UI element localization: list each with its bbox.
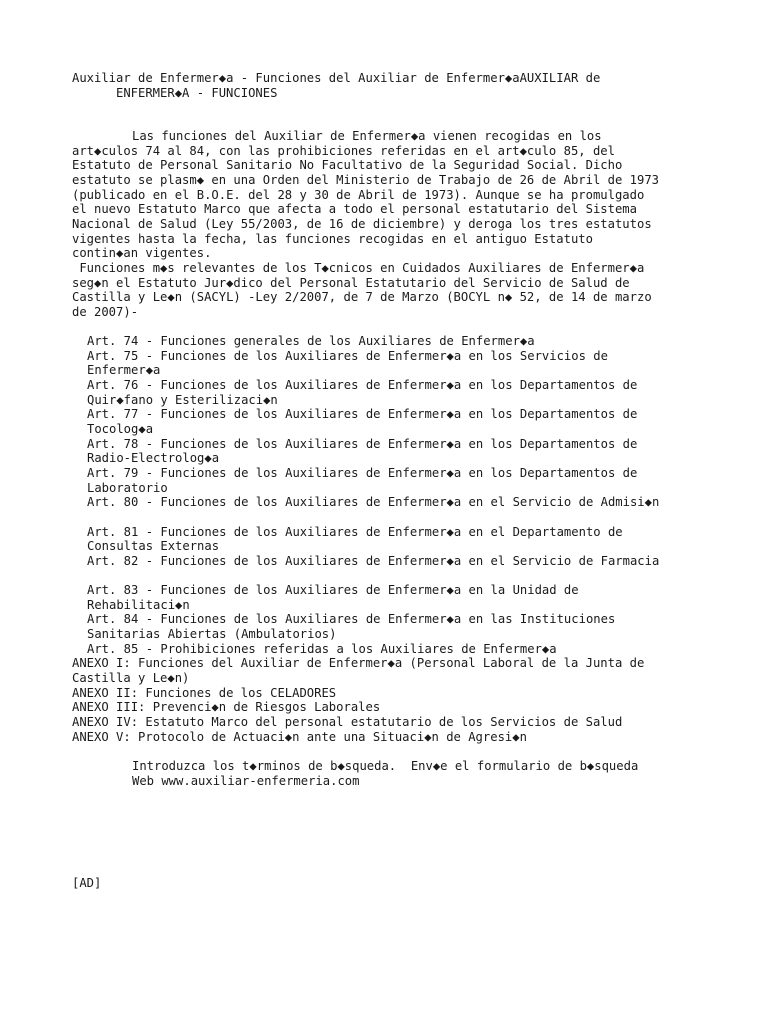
annex-link-4[interactable]: ANEXO IV: Estatuto Marco del personal estatutario de los Servicios de Salud — [72, 715, 623, 729]
article-link-76-cont[interactable]: Quir◆fano y Esterilizaci◆n — [87, 393, 278, 407]
annex-link-1-cont[interactable]: Castilla y Le◆n) — [72, 671, 190, 685]
article-link-77[interactable]: Art. 77 - Funciones de los Auxiliares de Enfermer◆a en los Departamentos de — [87, 407, 638, 421]
annex-link-3[interactable]: ANEXO III: Prevenci◆n de Riesgos Laborales — [72, 700, 381, 714]
article-link-75[interactable]: Art. 75 - Funciones de los Auxiliares de Enfermer◆a en los Servicios de — [87, 349, 608, 363]
intro-line: (publicado en el B.O.E. del 28 y 30 de Abril de 1973). Aunque se ha promulgado — [72, 188, 645, 202]
intro-line: estatuto se plasm◆ en una Orden del Ministerio de Trabajo de 26 de Abril de 1973 — [72, 173, 659, 187]
funciones-intro-line: de 2007)- — [72, 305, 139, 319]
intro-line: Nacional de Salud (Ley 55/2003, de 16 de diciembre) y deroga los tres estatutos — [72, 217, 652, 231]
annex-link-1[interactable]: ANEXO I: Funciones del Auxiliar de Enfermer◆a (Personal Laboral de la Junta de — [72, 656, 645, 670]
document-title-line-1: Auxiliar de Enfermer◆a - Funciones del Auxiliar de Enfermer◆aAUXILIAR de — [72, 71, 601, 85]
annex-link-2[interactable]: ANEXO II: Funciones de los CELADORES — [72, 686, 337, 700]
article-link-83[interactable]: Art. 83 - Funciones de los Auxiliares de Enfermer◆a en la Unidad de — [87, 583, 579, 597]
article-link-83-cont[interactable]: Rehabilitaci◆n — [87, 598, 190, 612]
article-link-77-cont[interactable]: Tocolog◆a — [87, 422, 154, 436]
article-link-74[interactable]: Art. 74 - Funciones generales de los Auxiliares de Enfermer◆a — [87, 334, 535, 348]
ad-placeholder[interactable]: [AD] — [72, 876, 102, 890]
intro-line: vigentes hasta la fecha, las funciones recogidas en el antiguo Estatuto — [72, 232, 593, 246]
article-link-75-cont[interactable]: Enfermer◆a — [87, 363, 161, 377]
intro-line: contin◆an vigentes. — [72, 246, 212, 260]
article-link-80[interactable]: Art. 80 - Funciones de los Auxiliares de Enfermer◆a en el Servicio de Admisi◆n — [87, 495, 660, 509]
article-link-79[interactable]: Art. 79 - Funciones de los Auxiliares de Enfermer◆a en los Departamentos de — [87, 466, 638, 480]
document-title-line-2: ENFERMER◆A - FUNCIONES — [116, 86, 278, 100]
search-prompt-line-1: Introduzca los t◆rminos de b◆squeda. Env◆e el formulario de b◆squeda — [132, 759, 639, 773]
article-link-79-cont[interactable]: Laboratorio — [87, 481, 168, 495]
article-link-76[interactable]: Art. 76 - Funciones de los Auxiliares de Enfermer◆a en los Departamentos de — [87, 378, 638, 392]
article-link-82[interactable]: Art. 82 - Funciones de los Auxiliares de Enfermer◆a en el Servicio de Farmacia — [87, 554, 660, 568]
funciones-intro-line: Castilla y Le◆n (SACYL) -Ley 2/2007, de 7 de Marzo (BOCYL n◆ 52, de 14 de marzo — [72, 290, 652, 304]
intro-line: el nuevo Estatuto Marco que afecta a todo el personal estatutario del Sistema — [72, 202, 637, 216]
funciones-intro-line: Funciones m◆s relevantes de los T◆cnicos en Cuidados Auxiliares de Enfermer◆a — [72, 261, 645, 275]
intro-line: Las funciones del Auxiliar de Enfermer◆a vienen recogidas en los — [132, 129, 602, 143]
intro-line: art◆culos 74 al 84, con las prohibiciones referidas en el art◆culo 85, del — [72, 144, 615, 158]
search-prompt-line-2[interactable]: Web www.auxiliar-enfermeria.com — [132, 774, 360, 788]
article-link-78-cont[interactable]: Radio-Electrolog◆a — [87, 451, 220, 465]
article-link-84-cont[interactable]: Sanitarias Abiertas (Ambulatorios) — [87, 627, 337, 641]
intro-line: Estatuto de Personal Sanitario No Facultativo de la Seguridad Social. Dicho — [72, 158, 623, 172]
article-link-81[interactable]: Art. 81 - Funciones de los Auxiliares de Enfermer◆a en el Departamento de — [87, 525, 623, 539]
article-link-81-cont[interactable]: Consultas Externas — [87, 539, 220, 553]
funciones-intro-line: seg◆n el Estatuto Jur◆dico del Personal Estatutario del Servicio de Salud de — [72, 276, 630, 290]
article-link-78[interactable]: Art. 78 - Funciones de los Auxiliares de Enfermer◆a en los Departamentos de — [87, 437, 638, 451]
article-link-84[interactable]: Art. 84 - Funciones de los Auxiliares de Enfermer◆a en las Instituciones — [87, 612, 616, 626]
annex-link-5[interactable]: ANEXO V: Protocolo de Actuaci◆n ante una Situaci◆n de Agresi◆n — [72, 730, 527, 744]
article-link-85[interactable]: Art. 85 - Prohibiciones referidas a los Auxiliares de Enfermer◆a — [87, 642, 557, 656]
